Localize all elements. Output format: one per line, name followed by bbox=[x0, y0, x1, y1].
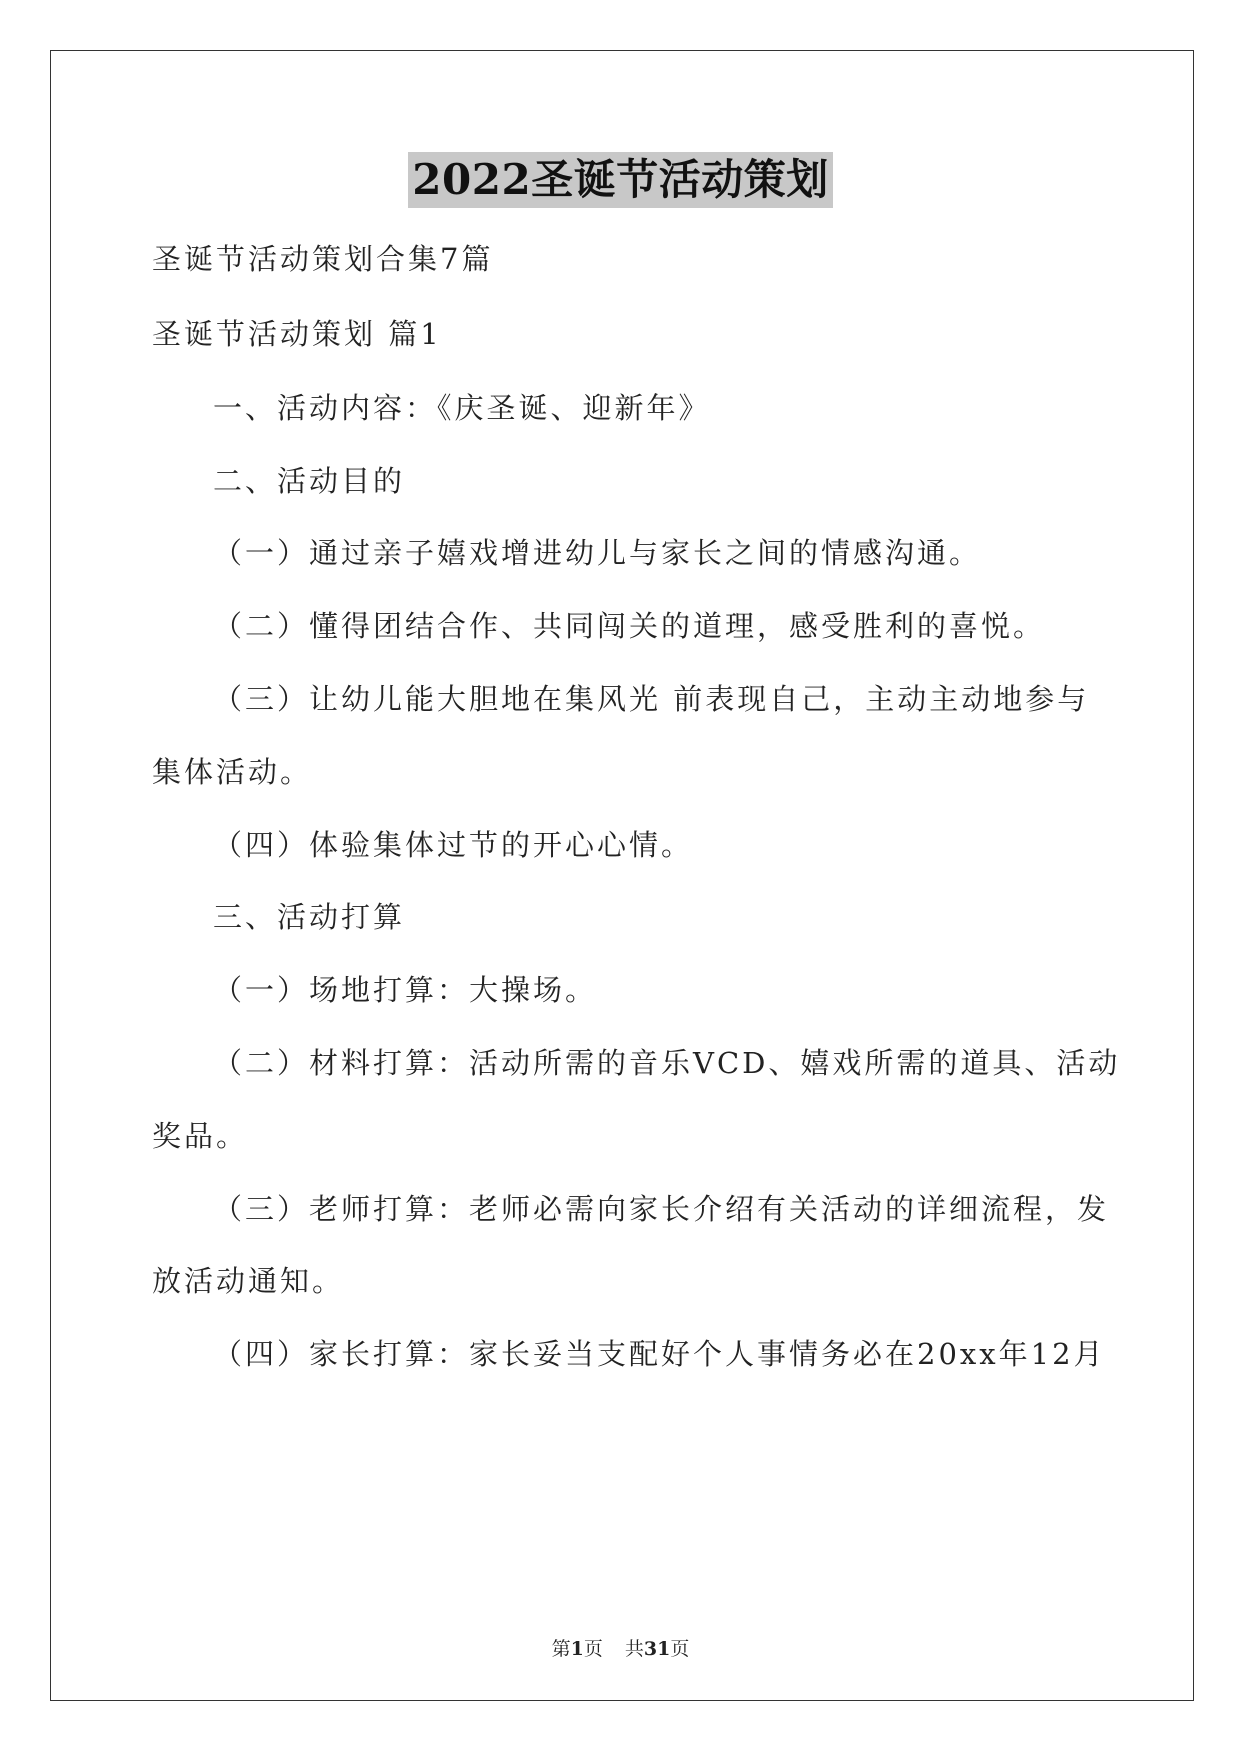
paragraph: 二、活动目的 bbox=[213, 464, 406, 498]
page-footer bbox=[0, 1634, 1241, 1661]
page-number: 1 bbox=[570, 1638, 584, 1660]
page-border bbox=[50, 50, 1194, 1701]
paragraph: （三）老师打算：老师必需向家长介绍有关活动的详细流程，发 bbox=[213, 1192, 1110, 1226]
total-suffix: 页 bbox=[670, 1638, 690, 1660]
total-prefix: 共 bbox=[624, 1638, 644, 1660]
document-title: 2022圣诞节活动策划 bbox=[408, 152, 832, 208]
paragraph: （二）材料打算：活动所需的音乐VCD、嬉戏所需的道具、活动 bbox=[213, 1046, 1121, 1080]
subtitle-collection: 圣诞节活动策划合集7篇 bbox=[152, 242, 494, 276]
page-suffix: 页 bbox=[583, 1638, 603, 1660]
paragraph: （三）让幼儿能大胆地在集风光 前表现自己，主动主动地参与 bbox=[213, 682, 1090, 716]
page-total: 31 bbox=[643, 1638, 671, 1660]
paragraph: （四）体验集体过节的开心心情。 bbox=[213, 828, 694, 862]
paragraph-continuation: 奖品。 bbox=[152, 1119, 249, 1153]
paragraph-continuation: 集体活动。 bbox=[152, 755, 313, 789]
paragraph-continuation: 放活动通知。 bbox=[152, 1264, 345, 1298]
paragraph: 一、活动内容：《庆圣诞、迎新年》 bbox=[213, 391, 711, 425]
paragraph: （一）通过亲子嬉戏增进幼儿与家长之间的情感沟通。 bbox=[213, 536, 982, 570]
paragraph: （二）懂得团结合作、共同闯关的道理，感受胜利的喜悦。 bbox=[213, 609, 1046, 643]
page-prefix: 第 bbox=[551, 1638, 571, 1660]
paragraph: （一）场地打算：大操场。 bbox=[213, 973, 598, 1007]
paragraph: 三、活动打算 bbox=[213, 900, 406, 934]
title-container bbox=[0, 152, 1241, 208]
section-heading: 圣诞节活动策划 篇1 bbox=[152, 317, 442, 351]
paragraph: （四）家长打算：家长妥当支配好个人事情务必在20xx年12月 bbox=[213, 1337, 1106, 1371]
